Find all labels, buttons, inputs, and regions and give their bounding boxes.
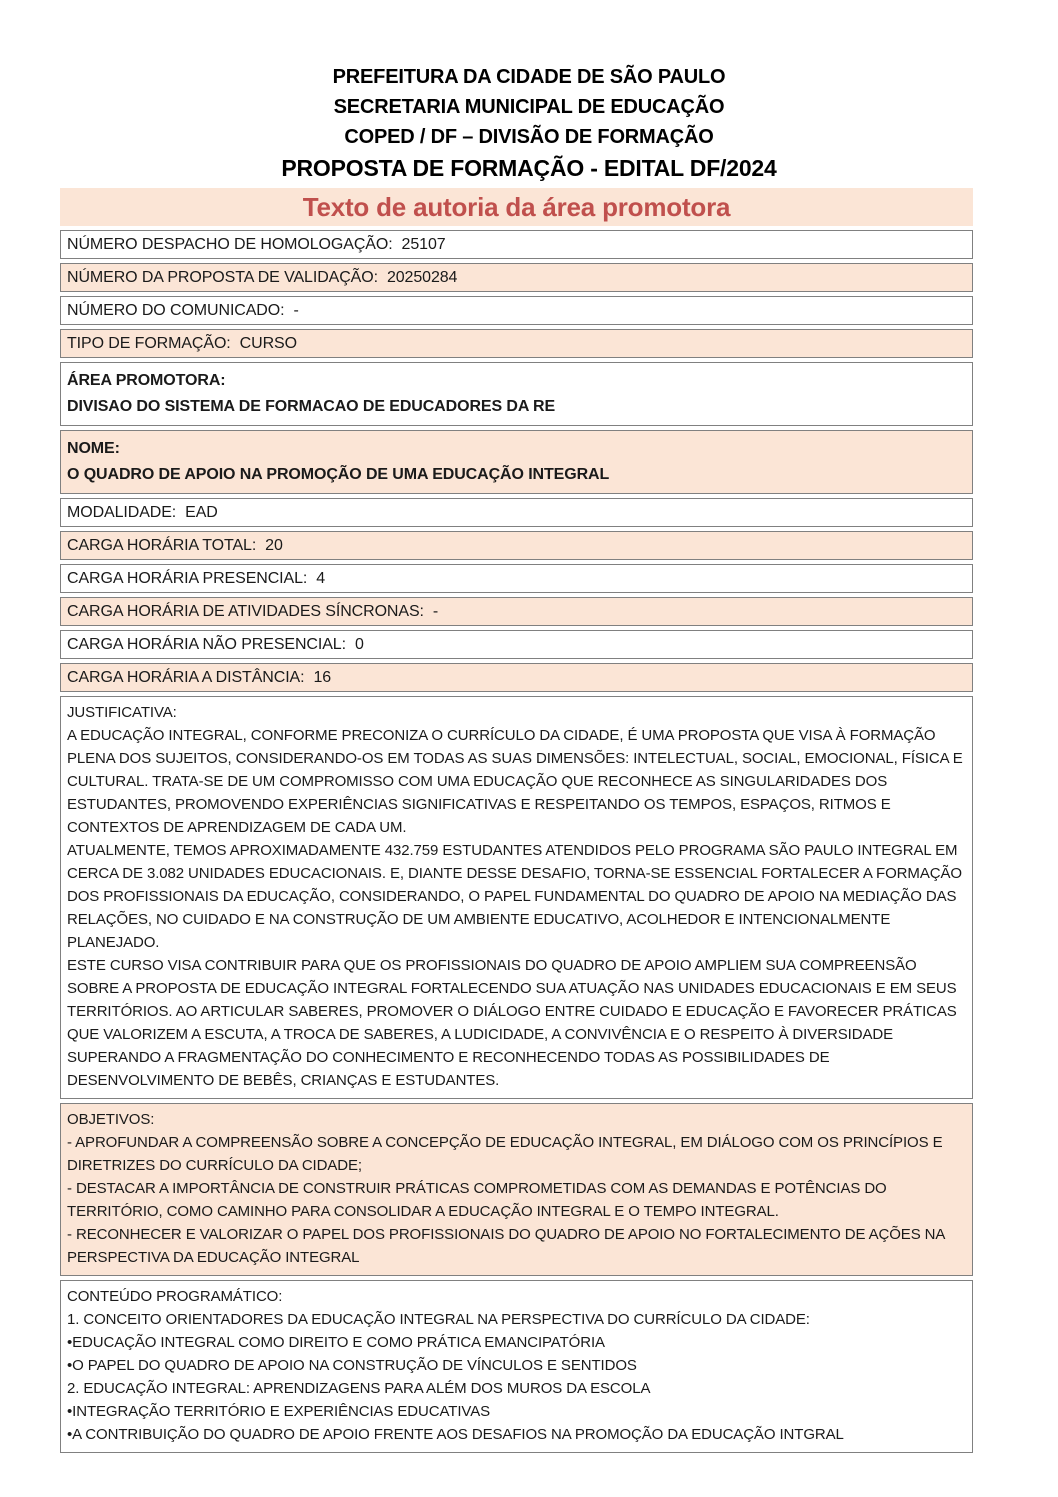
field-value: 0: [354, 635, 364, 653]
field-label: CARGA HORÁRIA NÃO PRESENCIAL:: [67, 635, 346, 653]
section-title: JUSTIFICATIVA:: [67, 704, 177, 721]
field-label: NÚMERO DESPACHO DE HOMOLOGAÇÃO:: [67, 235, 393, 253]
section-paragraph: A EDUCAÇÃO INTEGRAL, CONFORME PRECONIZA O CURRÍCULO DA CIDADE, É UMA PROPOSTA QUE VISA À FORMAÇÃO PLENA DOS SUJEITOS, CONSIDERANDO-OS EM TODAS AS SUAS DIMENSÕES: INTELECTUAL, SOCIAL, EMOCIONAL, FÍSICA E CULTURAL. TRATA-SE DE UM COMPROMISSO COM UMA EDUCAÇÃO QUE RECONHECE AS SINGULARIDADES DOS ESTUDANTES, PROMOVENDO EXPERIÊNCIAS SIGNIFICATIVAS E RESPEITANDO OS TEMPOS, ESPAÇOS, RITMOS E CONTEXTOS DE APRENDIZAGEM DE CADA UM.: [67, 727, 963, 836]
field-value: DIVISAO DO SISTEMA DE FORMACAO DE EDUCADORES DA RE: [67, 398, 556, 415]
section-paragraph: 2. EDUCAÇÃO INTEGRAL: APRENDIZAGENS PARA ALÉM DOS MUROS DA ESCOLA: [67, 1380, 651, 1397]
field-row-tipo-formacao: [60, 329, 973, 358]
form-content: [60, 230, 973, 1453]
field-value: 16: [313, 668, 332, 686]
field-label: CARGA HORÁRIA PRESENCIAL:: [67, 569, 308, 587]
authorship-banner-text: Texto de autoria da área promotora: [302, 191, 731, 222]
field-value: 20250284: [386, 268, 458, 286]
header-line-proposta: PROPOSTA DE FORMAÇÃO - EDITAL DF/2024: [281, 155, 777, 181]
field-row-carga-sincronas: [60, 597, 973, 626]
section-title: CONTEÚDO PROGRAMÁTICO:: [67, 1288, 283, 1305]
section-title: OBJETIVOS:: [67, 1111, 155, 1128]
field-row-carga-distancia: [60, 663, 973, 692]
field-value: -: [293, 301, 299, 319]
section-paragraph: ATUALMENTE, TEMOS APROXIMADAMENTE 432.759 ESTUDANTES ATENDIDOS PELO PROGRAMA SÃO PAULO INTEGRAL EM CERCA DE 3.082 UNIDADES EDUCACIONAIS. E, DIANTE DESSE DESAFIO, TORNA-SE ESSENCIAL FORTALECER A FORMAÇÃO DOS PROFISSIONAIS DA EDUCAÇÃO, CONSIDERANDO, O PAPEL FUNDAMENTAL DO QUADRO DE APOIO NA MEDIAÇÃO DAS RELAÇÕES, NO CUIDADO E NA CONSTRUÇÃO DE UM AMBIENTE EDUCATIVO, ACOLHEDOR E INTENCIONALMENTE PLANEJADO.: [67, 842, 962, 951]
field-value: -: [432, 602, 439, 620]
field-row-carga-nao-presencial: [60, 630, 973, 659]
field-row-carga-total: [60, 531, 973, 560]
section-paragraph: •EDUCAÇÃO INTEGRAL COMO DIREITO E COMO PRÁTICA EMANCIPATÓRIA: [67, 1334, 605, 1351]
field-label: NÚMERO DA PROPOSTA DE VALIDAÇÃO:: [67, 268, 378, 286]
field-label: CARGA HORÁRIA TOTAL:: [67, 536, 257, 554]
field-label: NOME:: [67, 440, 120, 457]
section-paragraph: 1. CONCEITO ORIENTADORES DA EDUCAÇÃO INTEGRAL NA PERSPECTIVA DO CURRÍCULO DA CIDADE:: [67, 1311, 810, 1328]
header-line-prefeitura: PREFEITURA DA CIDADE DE SÃO PAULO: [332, 66, 726, 88]
field-value: 25107: [401, 235, 446, 253]
field-label: MODALIDADE:: [67, 503, 177, 521]
header-line-coped: COPED / DF – DIVISÃO DE FORMAÇÃO: [344, 126, 714, 148]
section-justificativa: [60, 696, 973, 1099]
field-value: 4: [316, 569, 326, 587]
section-paragraph: •O PAPEL DO QUADRO DE APOIO NA CONSTRUÇÃO DE VÍNCULOS E SENTIDOS: [67, 1357, 637, 1374]
section-paragraph: ESTE CURSO VISA CONTRIBUIR PARA QUE OS PROFISSIONAIS DO QUADRO DE APOIO AMPLIEM SUA COMPREENSÃO SOBRE A PROPOSTA DE EDUCAÇÃO INTEGRAL FORTALECENDO SUA ATUAÇÃO NAS UNIDADES EDUCACIONAIS E EM SEUS TERRITÓRIOS. AO ARTICULAR SABERES, PROMOVER O DIÁLOGO ENTRE CUIDADO E EDUCAÇÃO E FAVORECER PRÁTICAS QUE VALORIZEM A ESCUTA, A TROCA DE SABERES, A LUDICIDADE, A CONVIVÊNCIA E O RESPEITO À DIVERSIDADE SUPERANDO A FRAGMENTAÇÃO DO CONHECIMENTO E RECONHECENDO TODAS AS POSSIBILIDADES DE DESENVOLVIMENTO DE BEBÊS, CRIANÇAS E ESTUDANTES.: [67, 957, 957, 1089]
field-row-numero-proposta: [60, 263, 973, 292]
document-header: [0, 62, 1058, 185]
field-row-carga-presencial: [60, 564, 973, 593]
section-paragraph: - RECONHECER E VALORIZAR O PAPEL DOS PROFISSIONAIS DO QUADRO DE APOIO NO FORTALECIMENTO DE AÇÕES NA PERSPECTIVA DA EDUCAÇÃO INTEGRAL: [67, 1226, 945, 1266]
header-line-secretaria: SECRETARIA MUNICIPAL DE EDUCAÇÃO: [333, 96, 725, 118]
field-label: NÚMERO DO COMUNICADO:: [67, 301, 285, 319]
field-row-numero-comunicado: [60, 296, 973, 325]
field-label: TIPO DE FORMAÇÃO:: [67, 334, 231, 352]
field-value: 20: [265, 536, 283, 554]
field-value: EAD: [185, 503, 218, 521]
section-conteudo-programatico: [60, 1280, 973, 1453]
section-paragraph: •INTEGRAÇÃO TERRITÓRIO E EXPERIÊNCIAS EDUCATIVAS: [67, 1403, 491, 1420]
section-paragraph: - DESTACAR A IMPORTÂNCIA DE CONSTRUIR PRÁTICAS COMPROMETIDAS COM AS DEMANDAS E POTÊNCIAS DO TERRITÓRIO, COMO CAMINHO PARA CONSOLIDAR A EDUCAÇÃO INTEGRAL E O TEMPO INTEGRAL.: [67, 1180, 887, 1220]
field-label: CARGA HORÁRIA DE ATIVIDADES SÍNCRONAS:: [67, 602, 424, 620]
field-value: O QUADRO DE APOIO NA PROMOÇÃO DE UMA EDUCAÇÃO INTEGRAL: [67, 466, 610, 483]
section-objetivos: [60, 1103, 973, 1276]
field-row-modalidade: [60, 498, 973, 527]
section-paragraph: •A CONTRIBUIÇÃO DO QUADRO DE APOIO FRENTE AOS DESAFIOS NA PROMOÇÃO DA EDUCAÇÃO INTGRAL: [67, 1426, 844, 1443]
field-label: CARGA HORÁRIA A DISTÂNCIA:: [67, 668, 305, 686]
field-value: CURSO: [239, 334, 297, 352]
section-paragraph: - APROFUNDAR A COMPREENSÃO SOBRE A CONCEPÇÃO DE EDUCAÇÃO INTEGRAL, EM DIÁLOGO COM OS PRINCÍPIOS E DIRETRIZES DO CURRÍCULO DA CIDADE;: [67, 1134, 943, 1174]
field-row-area-promotora: [60, 362, 973, 426]
field-row-nome: [60, 430, 973, 494]
field-label: ÁREA PROMOTORA:: [67, 372, 226, 389]
authorship-banner: [60, 188, 973, 226]
field-row-numero-despacho: [60, 230, 973, 259]
